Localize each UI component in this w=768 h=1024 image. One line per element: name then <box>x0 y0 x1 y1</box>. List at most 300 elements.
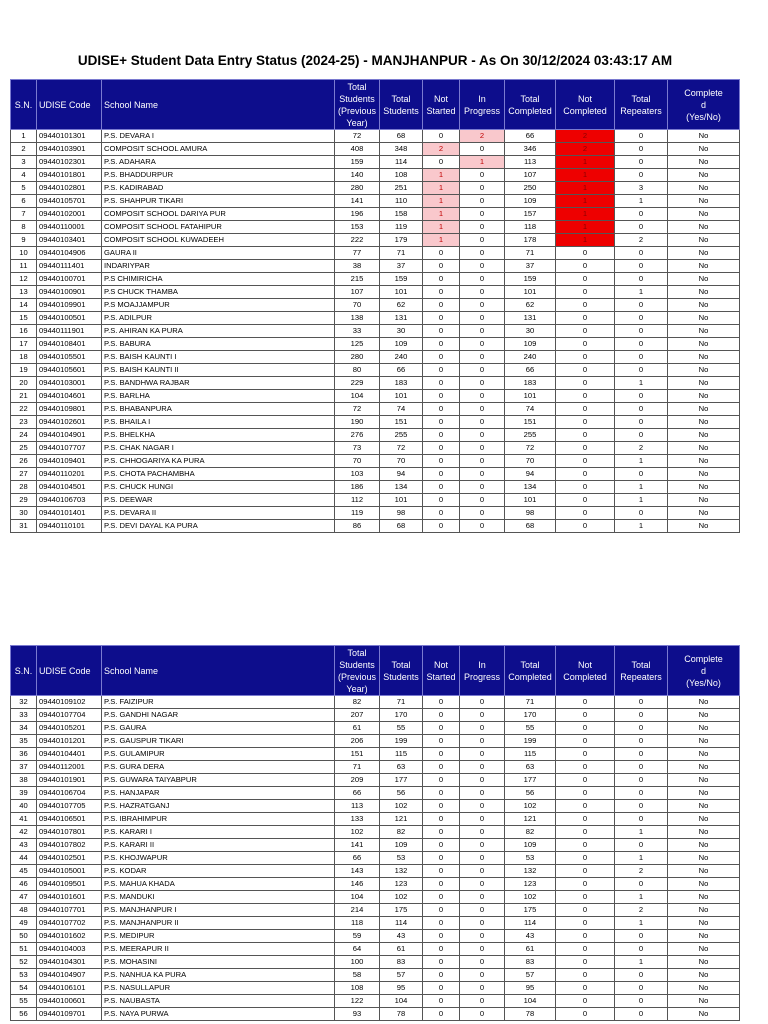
cell-prev-year: 70 <box>335 455 380 468</box>
cell-sn: 26 <box>11 455 37 468</box>
cell-not-completed: 0 <box>556 260 615 273</box>
cell-school-name: P.S. BABURA <box>102 338 335 351</box>
cell-sn: 4 <box>11 169 37 182</box>
header-prev-year: Total Students (Previous Year) <box>335 80 380 130</box>
cell-total-students: 56 <box>380 787 423 800</box>
cell-total-repeaters: 0 <box>615 878 668 891</box>
cell-sn: 41 <box>11 813 37 826</box>
status-table-1 <box>10 79 740 533</box>
header-total-repeaters: Total Repeaters <box>615 80 668 130</box>
cell-not-completed: 1 <box>556 169 615 182</box>
cell-sn: 27 <box>11 468 37 481</box>
table-row <box>11 761 740 774</box>
cell-completed: No <box>668 221 740 234</box>
cell-in-progress: 0 <box>460 182 505 195</box>
cell-prev-year: 86 <box>335 520 380 533</box>
cell-udise-code: 09440105001 <box>37 865 102 878</box>
cell-total-completed: 123 <box>505 878 556 891</box>
cell-sn: 11 <box>11 260 37 273</box>
table-row <box>11 787 740 800</box>
cell-completed: No <box>668 507 740 520</box>
cell-school-name: COMPOSIT SCHOOL DARIYA PUR <box>102 208 335 221</box>
cell-not-started: 0 <box>423 338 460 351</box>
cell-not-completed: 0 <box>556 969 615 982</box>
cell-completed: No <box>668 403 740 416</box>
cell-udise-code: 09440102801 <box>37 182 102 195</box>
cell-total-completed: 66 <box>505 130 556 143</box>
cell-udise-code: 09440107701 <box>37 904 102 917</box>
cell-school-name: P.S. NAYA PURWA <box>102 1008 335 1021</box>
cell-total-repeaters: 1 <box>615 481 668 494</box>
cell-total-students: 119 <box>380 221 423 234</box>
cell-prev-year: 146 <box>335 878 380 891</box>
cell-completed: No <box>668 878 740 891</box>
cell-total-repeaters: 0 <box>615 273 668 286</box>
cell-total-repeaters: 0 <box>615 839 668 852</box>
cell-completed: No <box>668 481 740 494</box>
cell-total-students: 102 <box>380 800 423 813</box>
cell-school-name: P.S. BHELKHA <box>102 429 335 442</box>
table-row <box>11 748 740 761</box>
cell-prev-year: 66 <box>335 852 380 865</box>
cell-completed: No <box>668 956 740 969</box>
cell-sn: 5 <box>11 182 37 195</box>
cell-sn: 47 <box>11 891 37 904</box>
cell-school-name: P.S. MANJHANPUR I <box>102 904 335 917</box>
cell-prev-year: 33 <box>335 325 380 338</box>
cell-not-started: 0 <box>423 416 460 429</box>
cell-total-repeaters: 1 <box>615 520 668 533</box>
table-row <box>11 312 740 325</box>
cell-udise-code: 09440109102 <box>37 696 102 709</box>
cell-not-completed: 0 <box>556 364 615 377</box>
cell-not-started: 0 <box>423 852 460 865</box>
cell-prev-year: 222 <box>335 234 380 247</box>
cell-in-progress: 0 <box>460 286 505 299</box>
cell-total-students: 63 <box>380 761 423 774</box>
cell-total-repeaters: 2 <box>615 442 668 455</box>
cell-total-students: 83 <box>380 956 423 969</box>
cell-total-repeaters: 0 <box>615 416 668 429</box>
table-row <box>11 826 740 839</box>
cell-total-repeaters: 2 <box>615 904 668 917</box>
cell-school-name: P.S. MANDUKI <box>102 891 335 904</box>
cell-not-completed: 0 <box>556 494 615 507</box>
cell-not-completed: 0 <box>556 865 615 878</box>
cell-prev-year: 59 <box>335 930 380 943</box>
cell-total-repeaters: 2 <box>615 865 668 878</box>
cell-in-progress: 0 <box>460 852 505 865</box>
cell-total-students: 101 <box>380 286 423 299</box>
cell-not-started: 0 <box>423 956 460 969</box>
cell-sn: 9 <box>11 234 37 247</box>
cell-school-name: P.S. GULAMIPUR <box>102 748 335 761</box>
cell-prev-year: 190 <box>335 416 380 429</box>
cell-in-progress: 0 <box>460 377 505 390</box>
cell-not-completed: 0 <box>556 891 615 904</box>
cell-total-repeaters: 1 <box>615 852 668 865</box>
cell-school-name: COMPOSIT SCHOOL AMURA <box>102 143 335 156</box>
cell-completed: No <box>668 208 740 221</box>
cell-completed: No <box>668 273 740 286</box>
cell-not-started: 0 <box>423 325 460 338</box>
table-row <box>11 865 740 878</box>
cell-not-started: 0 <box>423 995 460 1008</box>
cell-completed: No <box>668 234 740 247</box>
cell-total-repeaters: 0 <box>615 403 668 416</box>
table-row <box>11 930 740 943</box>
cell-not-started: 0 <box>423 299 460 312</box>
header-school-name: School Name <box>102 646 335 696</box>
cell-in-progress: 0 <box>460 904 505 917</box>
cell-completed: No <box>668 143 740 156</box>
cell-total-completed: 37 <box>505 260 556 273</box>
cell-in-progress: 2 <box>460 130 505 143</box>
cell-total-repeaters: 0 <box>615 722 668 735</box>
cell-not-completed: 0 <box>556 696 615 709</box>
cell-not-completed: 0 <box>556 930 615 943</box>
cell-udise-code: 09440107707 <box>37 442 102 455</box>
header-sn: S.N. <box>11 80 37 130</box>
cell-completed: No <box>668 247 740 260</box>
cell-total-repeaters: 0 <box>615 735 668 748</box>
cell-sn: 21 <box>11 390 37 403</box>
cell-udise-code: 09440106704 <box>37 787 102 800</box>
table-row <box>11 221 740 234</box>
cell-not-started: 0 <box>423 442 460 455</box>
cell-sn: 29 <box>11 494 37 507</box>
cell-in-progress: 0 <box>460 325 505 338</box>
cell-sn: 51 <box>11 943 37 956</box>
cell-total-students: 94 <box>380 468 423 481</box>
cell-total-completed: 70 <box>505 455 556 468</box>
cell-total-repeaters: 0 <box>615 390 668 403</box>
cell-in-progress: 0 <box>460 442 505 455</box>
cell-in-progress: 0 <box>460 481 505 494</box>
cell-in-progress: 0 <box>460 1008 505 1021</box>
cell-not-completed: 2 <box>556 130 615 143</box>
cell-prev-year: 125 <box>335 338 380 351</box>
cell-total-students: 134 <box>380 481 423 494</box>
status-table-2 <box>10 645 740 1021</box>
cell-school-name: P.S. KARARI I <box>102 826 335 839</box>
cell-in-progress: 0 <box>460 507 505 520</box>
cell-prev-year: 72 <box>335 130 380 143</box>
cell-not-started: 0 <box>423 982 460 995</box>
cell-sn: 55 <box>11 995 37 1008</box>
cell-udise-code: 09440102001 <box>37 208 102 221</box>
cell-completed: No <box>668 774 740 787</box>
cell-in-progress: 0 <box>460 956 505 969</box>
cell-total-students: 132 <box>380 865 423 878</box>
cell-prev-year: 408 <box>335 143 380 156</box>
cell-sn: 52 <box>11 956 37 969</box>
cell-not-started: 2 <box>423 143 460 156</box>
cell-not-completed: 1 <box>556 221 615 234</box>
cell-in-progress: 0 <box>460 891 505 904</box>
cell-school-name: P.S. CHHOGARIYA KA PURA <box>102 455 335 468</box>
cell-prev-year: 119 <box>335 507 380 520</box>
cell-school-name: P.S. KODAR <box>102 865 335 878</box>
cell-total-completed: 43 <box>505 930 556 943</box>
cell-prev-year: 38 <box>335 260 380 273</box>
cell-sn: 37 <box>11 761 37 774</box>
table-row <box>11 696 740 709</box>
cell-sn: 56 <box>11 1008 37 1021</box>
cell-total-students: 179 <box>380 234 423 247</box>
cell-not-started: 0 <box>423 865 460 878</box>
cell-not-completed: 0 <box>556 481 615 494</box>
table-row <box>11 260 740 273</box>
cell-in-progress: 0 <box>460 696 505 709</box>
cell-udise-code: 09440107702 <box>37 917 102 930</box>
cell-total-repeaters: 0 <box>615 995 668 1008</box>
cell-not-completed: 0 <box>556 917 615 930</box>
header-in-progress: In Progress <box>460 646 505 696</box>
cell-udise-code: 09440111401 <box>37 260 102 273</box>
cell-total-students: 115 <box>380 748 423 761</box>
cell-not-completed: 0 <box>556 338 615 351</box>
cell-sn: 42 <box>11 826 37 839</box>
cell-not-completed: 0 <box>556 748 615 761</box>
cell-total-students: 251 <box>380 182 423 195</box>
cell-prev-year: 66 <box>335 787 380 800</box>
cell-completed: No <box>668 494 740 507</box>
cell-prev-year: 207 <box>335 709 380 722</box>
cell-udise-code: 09440110101 <box>37 520 102 533</box>
cell-udise-code: 09440100601 <box>37 995 102 1008</box>
cell-sn: 23 <box>11 416 37 429</box>
cell-not-completed: 0 <box>556 761 615 774</box>
table-row <box>11 377 740 390</box>
table-row <box>11 338 740 351</box>
cell-in-progress: 0 <box>460 494 505 507</box>
cell-completed: No <box>668 520 740 533</box>
cell-sn: 54 <box>11 982 37 995</box>
cell-total-students: 102 <box>380 891 423 904</box>
cell-not-started: 1 <box>423 234 460 247</box>
cell-total-repeaters: 1 <box>615 286 668 299</box>
cell-sn: 22 <box>11 403 37 416</box>
cell-in-progress: 0 <box>460 208 505 221</box>
cell-in-progress: 0 <box>460 878 505 891</box>
cell-not-completed: 0 <box>556 507 615 520</box>
cell-school-name: P.S. DEVARA II <box>102 507 335 520</box>
cell-total-completed: 250 <box>505 182 556 195</box>
cell-total-completed: 71 <box>505 696 556 709</box>
cell-prev-year: 61 <box>335 722 380 735</box>
cell-not-started: 0 <box>423 390 460 403</box>
cell-not-completed: 0 <box>556 429 615 442</box>
header-completed-yes-no: Complete d (Yes/No) <box>668 646 740 696</box>
cell-not-started: 0 <box>423 774 460 787</box>
cell-total-completed: 178 <box>505 234 556 247</box>
cell-udise-code: 09440111901 <box>37 325 102 338</box>
cell-completed: No <box>668 429 740 442</box>
cell-in-progress: 0 <box>460 468 505 481</box>
cell-not-completed: 1 <box>556 156 615 169</box>
cell-total-repeaters: 3 <box>615 182 668 195</box>
cell-prev-year: 64 <box>335 943 380 956</box>
cell-school-name: P.S. KADIRABAD <box>102 182 335 195</box>
cell-sn: 17 <box>11 338 37 351</box>
cell-sn: 50 <box>11 930 37 943</box>
cell-not-started: 0 <box>423 130 460 143</box>
cell-total-students: 183 <box>380 377 423 390</box>
cell-not-started: 0 <box>423 787 460 800</box>
cell-school-name: COMPOSIT SCHOOL KUWADEEH <box>102 234 335 247</box>
cell-not-completed: 1 <box>556 234 615 247</box>
cell-sn: 8 <box>11 221 37 234</box>
cell-completed: No <box>668 917 740 930</box>
cell-not-completed: 0 <box>556 722 615 735</box>
header-udise-code: UDISE Code <box>37 80 102 130</box>
cell-not-completed: 0 <box>556 416 615 429</box>
cell-not-started: 0 <box>423 839 460 852</box>
cell-completed: No <box>668 995 740 1008</box>
cell-total-students: 131 <box>380 312 423 325</box>
cell-sn: 13 <box>11 286 37 299</box>
table-row <box>11 364 740 377</box>
cell-total-completed: 68 <box>505 520 556 533</box>
cell-not-started: 0 <box>423 696 460 709</box>
cell-school-name: P.S. MEERAPUR II <box>102 943 335 956</box>
table-row <box>11 852 740 865</box>
cell-total-completed: 175 <box>505 904 556 917</box>
cell-school-name: COMPOSIT SCHOOL FATAHIPUR <box>102 221 335 234</box>
cell-total-repeaters: 1 <box>615 494 668 507</box>
table-row <box>11 299 740 312</box>
cell-total-repeaters: 0 <box>615 169 668 182</box>
cell-total-completed: 95 <box>505 982 556 995</box>
cell-total-completed: 101 <box>505 286 556 299</box>
cell-udise-code: 09440110201 <box>37 468 102 481</box>
cell-total-students: 66 <box>380 364 423 377</box>
cell-not-started: 0 <box>423 260 460 273</box>
cell-not-completed: 0 <box>556 468 615 481</box>
cell-total-repeaters: 0 <box>615 156 668 169</box>
cell-udise-code: 09440102501 <box>37 852 102 865</box>
cell-not-completed: 0 <box>556 787 615 800</box>
cell-total-repeaters: 0 <box>615 364 668 377</box>
cell-completed: No <box>668 982 740 995</box>
table-row <box>11 969 740 982</box>
cell-school-name: P.S. HANJAPAR <box>102 787 335 800</box>
cell-not-started: 1 <box>423 208 460 221</box>
cell-not-completed: 0 <box>556 312 615 325</box>
header-in-progress: In Progress <box>460 80 505 130</box>
cell-not-completed: 0 <box>556 286 615 299</box>
cell-prev-year: 215 <box>335 273 380 286</box>
cell-total-completed: 134 <box>505 481 556 494</box>
cell-udise-code: 09440101901 <box>37 774 102 787</box>
cell-in-progress: 0 <box>460 221 505 234</box>
cell-total-students: 62 <box>380 299 423 312</box>
cell-udise-code: 09440106501 <box>37 813 102 826</box>
cell-prev-year: 73 <box>335 442 380 455</box>
cell-total-students: 101 <box>380 494 423 507</box>
cell-sn: 32 <box>11 696 37 709</box>
cell-sn: 25 <box>11 442 37 455</box>
cell-udise-code: 09440107802 <box>37 839 102 852</box>
cell-completed: No <box>668 813 740 826</box>
cell-completed: No <box>668 442 740 455</box>
cell-sn: 43 <box>11 839 37 852</box>
cell-school-name: INDARIYPAR <box>102 260 335 273</box>
table-row <box>11 1008 740 1021</box>
cell-total-students: 240 <box>380 351 423 364</box>
cell-prev-year: 280 <box>335 182 380 195</box>
cell-total-completed: 109 <box>505 839 556 852</box>
cell-completed: No <box>668 839 740 852</box>
cell-school-name: P.S. BHADDURPUR <box>102 169 335 182</box>
cell-not-started: 0 <box>423 429 460 442</box>
cell-total-repeaters: 1 <box>615 917 668 930</box>
cell-in-progress: 0 <box>460 761 505 774</box>
table-row <box>11 735 740 748</box>
cell-completed: No <box>668 390 740 403</box>
cell-sn: 36 <box>11 748 37 761</box>
cell-school-name: P.S. GUWARA TAIYABPUR <box>102 774 335 787</box>
cell-total-students: 158 <box>380 208 423 221</box>
cell-in-progress: 0 <box>460 748 505 761</box>
cell-not-started: 0 <box>423 156 460 169</box>
cell-total-students: 104 <box>380 995 423 1008</box>
cell-completed: No <box>668 130 740 143</box>
cell-total-completed: 62 <box>505 299 556 312</box>
cell-total-students: 159 <box>380 273 423 286</box>
cell-completed: No <box>668 351 740 364</box>
cell-completed: No <box>668 468 740 481</box>
cell-prev-year: 77 <box>335 247 380 260</box>
cell-sn: 49 <box>11 917 37 930</box>
cell-school-name: P.S. GURA DERA <box>102 761 335 774</box>
cell-completed: No <box>668 416 740 429</box>
table-row <box>11 130 740 143</box>
cell-total-repeaters: 0 <box>615 761 668 774</box>
cell-not-started: 0 <box>423 722 460 735</box>
cell-not-started: 0 <box>423 878 460 891</box>
table-row <box>11 494 740 507</box>
cell-not-completed: 0 <box>556 995 615 1008</box>
cell-total-completed: 109 <box>505 338 556 351</box>
cell-total-repeaters: 1 <box>615 891 668 904</box>
cell-prev-year: 229 <box>335 377 380 390</box>
cell-total-completed: 121 <box>505 813 556 826</box>
cell-total-completed: 72 <box>505 442 556 455</box>
cell-not-started: 0 <box>423 286 460 299</box>
header-udise-code: UDISE Code <box>37 646 102 696</box>
cell-completed: No <box>668 286 740 299</box>
cell-school-name: P.S. FAIZIPUR <box>102 696 335 709</box>
cell-total-students: 108 <box>380 169 423 182</box>
header-not-completed: Not Completed <box>556 646 615 696</box>
cell-in-progress: 0 <box>460 735 505 748</box>
table-row <box>11 520 740 533</box>
cell-completed: No <box>668 826 740 839</box>
cell-not-completed: 1 <box>556 182 615 195</box>
cell-not-started: 0 <box>423 826 460 839</box>
cell-total-students: 68 <box>380 130 423 143</box>
cell-in-progress: 0 <box>460 826 505 839</box>
cell-school-name: P.S. KARARI II <box>102 839 335 852</box>
cell-sn: 28 <box>11 481 37 494</box>
cell-prev-year: 214 <box>335 904 380 917</box>
cell-prev-year: 133 <box>335 813 380 826</box>
cell-school-name: P.S. SHAHPUR TIKARI <box>102 195 335 208</box>
cell-school-name: P.S. MEDIPUR <box>102 930 335 943</box>
cell-not-started: 0 <box>423 494 460 507</box>
